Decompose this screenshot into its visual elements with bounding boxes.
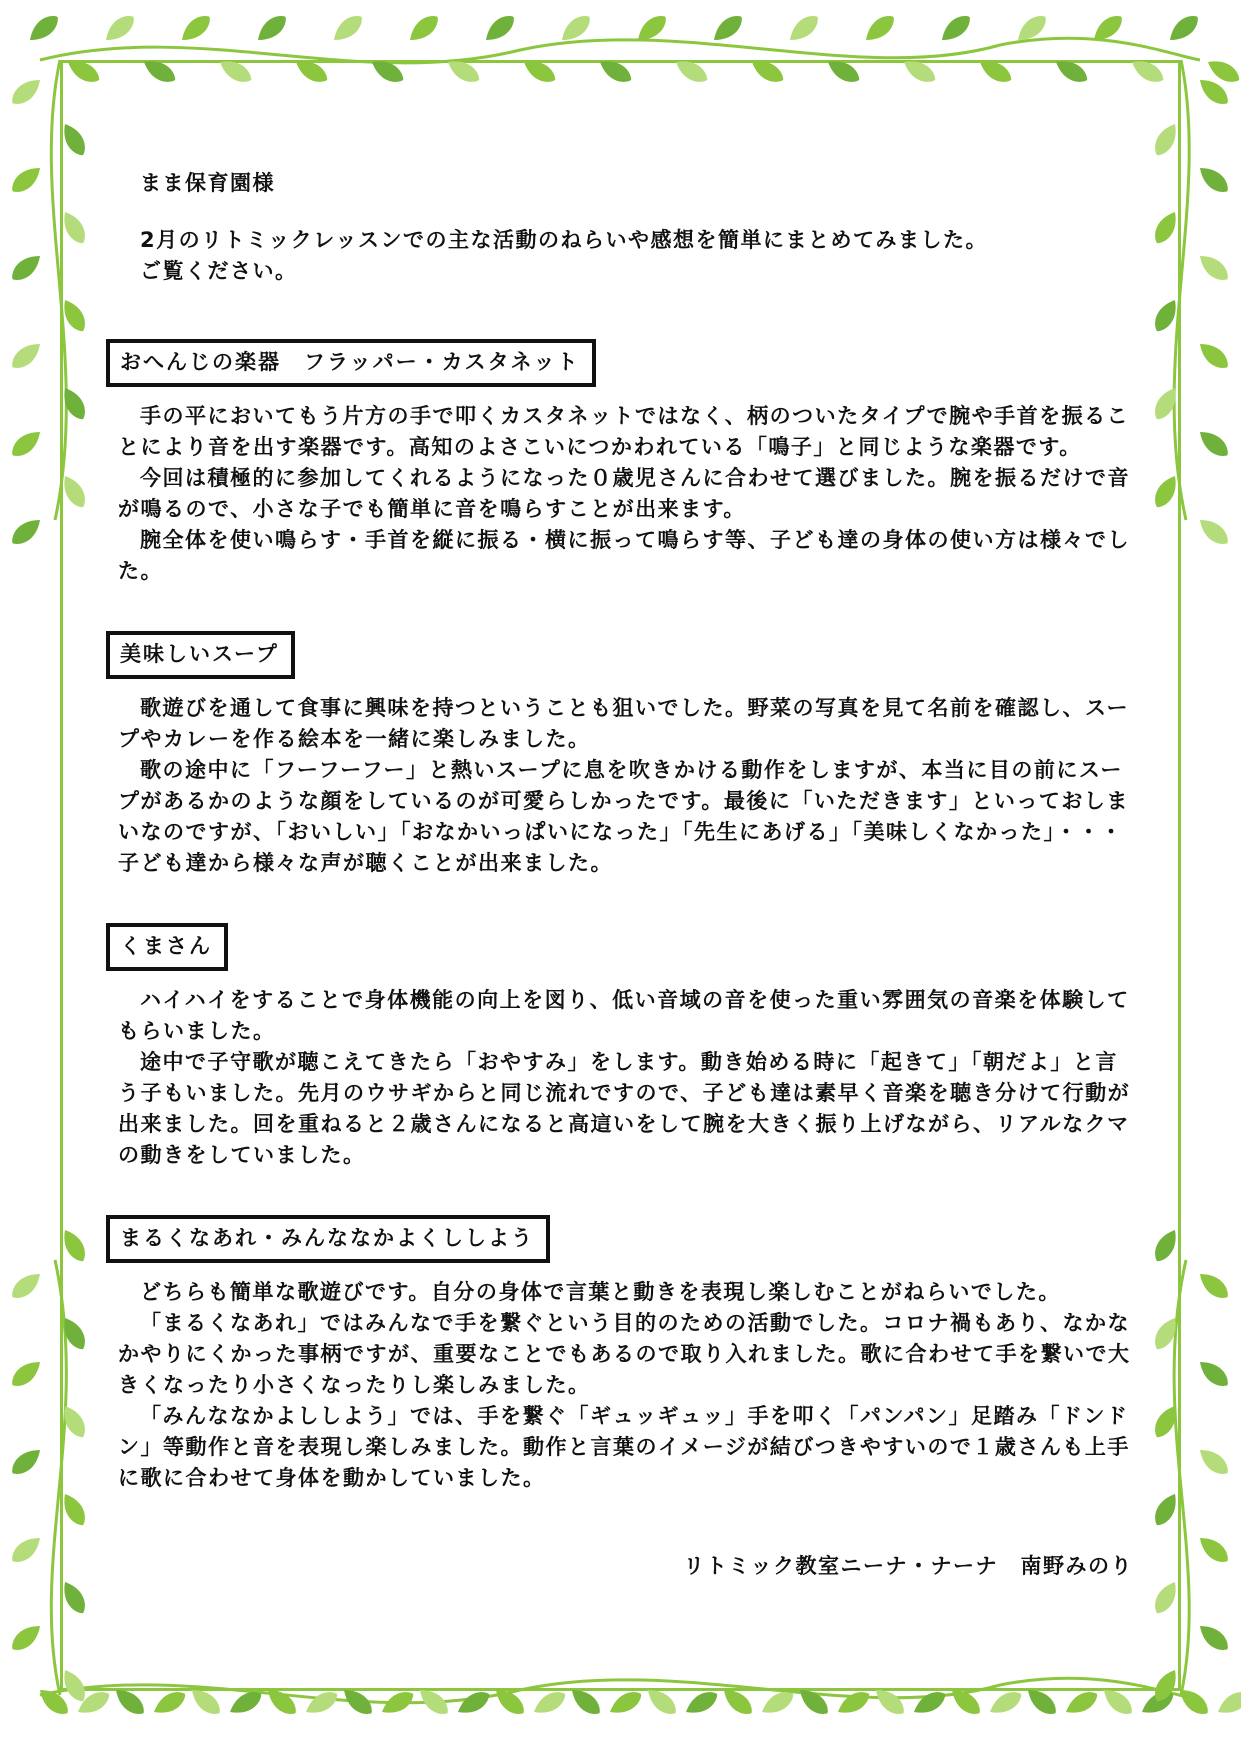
ivy-leaf-icon [1195,1356,1233,1392]
ivy-leaf-icon [378,1687,417,1719]
ivy-leaf-icon [7,426,45,462]
ivy-leaf-icon [7,250,45,286]
section-body [118,985,1138,1171]
ivy-leaf-icon [101,11,139,47]
ivy-leaf-icon [937,11,975,47]
ivy-leaf-icon [1195,1268,1233,1304]
ivy-leaf-icon [1204,55,1241,87]
paragraph: 歌遊びを通して食事に興味を持つということも狙いでした。野菜の写真を見て名前を確認し、スープやカレーを作る絵本を一緒に楽しみました。 [118,696,1129,751]
ivy-leaf-icon [7,338,45,374]
section-title: 美味しいスープ [106,631,295,679]
salutation: まま保育園様 [140,171,275,195]
paragraph: 途中で子守歌が聴こえてきたら「おやすみ」をします。動き始める時に「起きて」「朝だよ」と言う子もいました。先月のウサギからと同じ流れですので、子ども達は素早く音楽を聴き分けて行動が出来ました。回を重ねると２歳さんになると高這いをして腕を大きく振り上げながら、リアルなクマの動きをしていました。 [118,1050,1131,1167]
paragraph: 歌の途中に「フーフーフー」と熱いスープに息を吹きかける動作をしますが、本当に目の前にスープがあるかのような顔をしているのが可愛らしかったです。最後に「いただきます」といっておしまいなのですが、「おいしい」「おなかいっぱいになった」「先生にあげる」「美味しくなかった」・・・子ども達から様々な声が聴くことが出来ました。 [118,758,1129,875]
ivy-leaf-icon [405,11,443,47]
section-title: まるくなあれ・みんななかよくししよう [106,1215,550,1263]
section-body [118,401,1138,587]
signature: リトミック教室ニーナ・ナーナ 南野みのり [683,1554,1133,1578]
ivy-leaf-icon [25,11,63,47]
paragraph: 「みんななかよししよう」では、手を繋ぐ「ギュッギュッ」手を叩く「パンパン」足踏み「ドンドン」等動作と音を表現し楽しみました。動作と言葉のイメージが結びつきやすいので１歳さんも上手に歌に合わせて身体を動かしていました。 [118,1404,1130,1490]
ivy-leaf-icon [530,1687,569,1719]
ivy-leaf-icon [1195,74,1233,110]
ivy-leaf-icon [177,11,215,47]
ivy-leaf-icon [481,11,519,47]
section-body [118,1277,1138,1494]
ivy-leaf-icon [7,1444,45,1480]
intro-line: ご覧ください。 [140,259,298,283]
ivy-leaf-icon [1195,426,1233,462]
ivy-leaf-icon [758,1687,797,1719]
section-title: くまさん [106,923,228,971]
section-soup [118,631,1138,879]
ivy-leaf-icon [1062,1687,1101,1719]
section-castanet [118,339,1138,587]
ivy-leaf-icon [682,1687,721,1719]
ivy-leaf-icon [7,162,45,198]
ivy-leaf-icon [1195,338,1233,374]
ivy-leaf-icon [785,11,823,47]
ivy-leaf-icon [709,11,747,47]
ivy-leaf-icon [910,1687,949,1719]
ivy-leaf-icon [861,11,899,47]
ivy-leaf-icon [7,1620,45,1656]
ivy-leaf-icon [7,1356,45,1392]
ivy-leaf-icon [1214,1687,1241,1719]
section-song-games [118,1215,1138,1494]
ivy-leaf-icon [329,11,367,47]
ivy-leaf-icon [1089,11,1127,47]
paragraph: 腕全体を使い鳴らす・手首を縦に振る・横に振って鳴らす等、子ども達の身体の使い方は様々でした。 [118,528,1130,583]
paragraph: ハイハイをすることで身体機能の向上を図り、低い音域の音を使った重い雰囲気の音楽を体験してもらいました。 [118,988,1130,1043]
ivy-leaf-icon [7,74,45,110]
ivy-leaf-icon [606,1687,645,1719]
intro-line: 2月のリトミックレッスンでの主な活動のねらいや感想を簡単にまとめてみました。 [140,228,988,252]
ivy-leaf-icon [1013,11,1051,47]
ivy-leaf-icon [1195,162,1233,198]
ivy-leaf-icon [7,1532,45,1568]
ivy-leaf-icon [1195,1444,1233,1480]
ivy-leaf-icon [1165,11,1203,47]
ivy-leaf-icon [1195,1532,1233,1568]
paragraph: 手の平においてもう片方の手で叩くカスタネットではなく、柄のついたタイプで腕や手首を振ることにより音を出す楽器です。高知のよさこいにつかわれている「鳴子」と同じような楽器です。 [118,404,1130,459]
ivy-leaf-icon [7,514,45,550]
ivy-leaf-icon [253,11,291,47]
ivy-leaf-icon [1195,514,1233,550]
ivy-leaf-icon [74,1687,113,1719]
ivy-leaf-icon [633,11,671,47]
ivy-leaf-icon [226,1687,265,1719]
section-title: おへんじの楽器 フラッパー・カスタネット [106,339,596,387]
ivy-leaf-icon [1195,250,1233,286]
letter-body [118,168,1138,1494]
ivy-leaf-icon [150,1687,189,1719]
paragraph: どちらも簡単な歌遊びです。自分の身体で言葉と動きを表現し楽しむことがねらいでした。 [140,1280,1061,1304]
section-body [118,693,1138,879]
ivy-leaf-icon [834,1687,873,1719]
ivy-leaf-icon [454,1687,493,1719]
ivy-leaf-icon [7,1268,45,1304]
paragraph: 今回は積極的に参加してくれるようになった０歳児さんに合わせて選びました。腕を振るだけで音が鳴るので、小さな子でも簡単に音を鳴らすことが出来ます。 [118,466,1130,521]
ivy-leaf-icon [986,1687,1025,1719]
intro [118,225,1138,287]
paragraph: 「まるくなあれ」ではみんなで手を繋ぐという目的のための活動でした。コロナ禍もあり、なかなかやりにくかった事柄ですが、重要なことでもあるので取り入れました。歌に合わせて手を繋いで大きくなったり小さくなったりし楽しみました。 [118,1311,1131,1397]
ivy-leaf-icon [302,1687,341,1719]
section-bear [118,923,1138,1171]
ivy-leaf-icon [1138,1687,1177,1719]
ivy-leaf-icon [1195,1620,1233,1656]
ivy-leaf-icon [557,11,595,47]
